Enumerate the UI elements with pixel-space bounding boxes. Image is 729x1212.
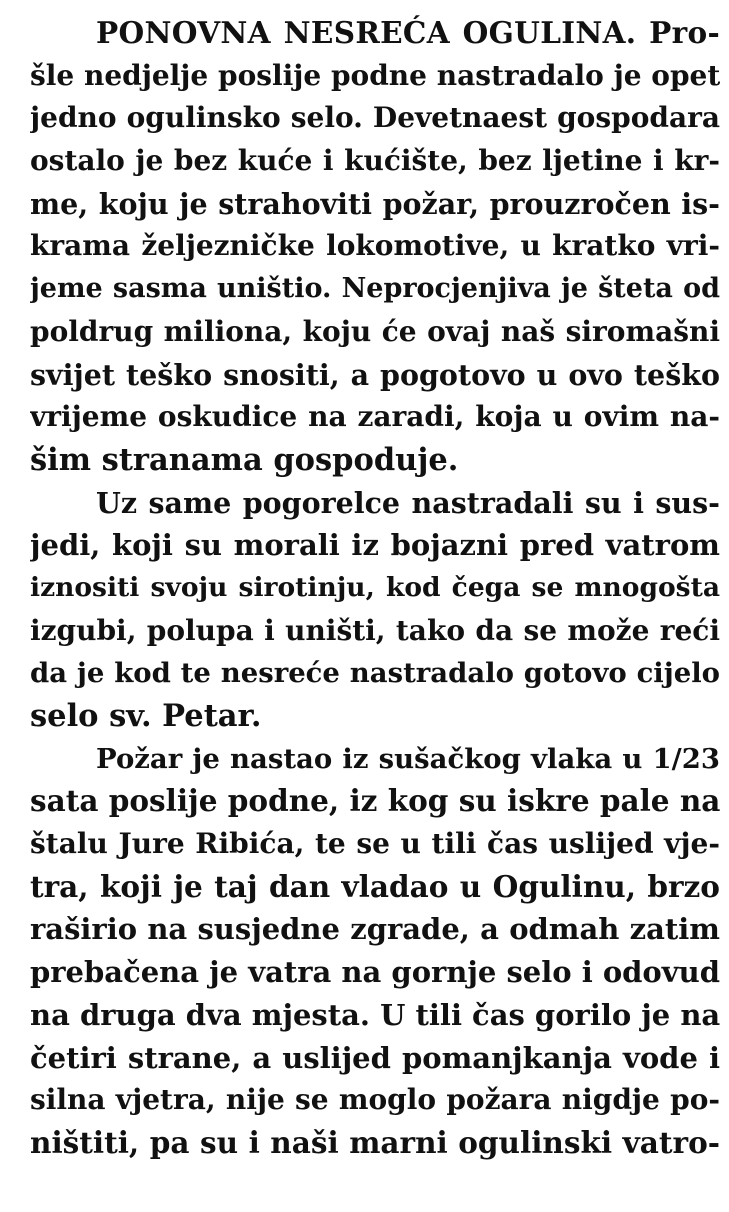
text-line: ostalo je bez kuće i kućište, bez ljetine i kr-: [30, 144, 720, 178]
text-line: četiri strane, a uslijed pomanjkanja vode i: [30, 1040, 720, 1075]
text-line: izgubi, polupa i uništi, tako da se može reći: [30, 613, 720, 647]
text-line: selo sv. Petar.: [30, 698, 262, 734]
paragraph-2: [30, 482, 720, 738]
text-line: poldrug miliona, koju će ovaj naš siromašni: [30, 314, 720, 348]
text-line: silna vjetra, nije se moglo požara nigdje po-: [30, 1083, 720, 1117]
text-line: vrijeme oskudice na zaradi, koja u ovim na-: [30, 400, 720, 434]
article-column: [30, 12, 720, 1165]
text-line: prebačena je vatra na gornje selo i odovud: [30, 955, 720, 990]
text-line: šle nedjelje poslije podne nastradalo je opet: [30, 58, 720, 92]
text-line: štalu Jure Ribića, te se u tili čas uslijed vje-: [30, 827, 720, 861]
text-line: svijet teško snositi, a pogotovo u ovo teško: [30, 357, 720, 392]
paragraph-3: [30, 738, 720, 1165]
text-line: krama željezničke lokomotive, u kratko vri-: [30, 229, 720, 263]
text-line: jedi, koji su morali iz bojazni pred vatrom: [30, 528, 720, 563]
text-line: ništiti, pa su i naši marni ogulinski vatro-: [30, 1124, 720, 1160]
text-line: Požar je nastao iz sušačkog vlaka u 1/23: [96, 742, 720, 775]
text-line: Uz same pogorelce nastradali su i sus-: [96, 485, 720, 520]
text-line: da je kod te nesreće nastradalo gotovo cijelo: [30, 657, 720, 690]
text-line: na druga dva mjesta. U tili čas gorilo je na: [30, 997, 720, 1032]
text-line: PONOVNA NESREĆA OGULINA. Pro-: [96, 15, 720, 50]
text-line: tra, koji je taj dan vladao u Ogulinu, brzo: [30, 868, 720, 904]
text-line: jeme sasma uništio. Neprocjenjiva je šteta od: [30, 273, 720, 305]
text-line: jedno ogulinsko selo. Devetnaest gospodara: [30, 101, 720, 135]
text-line: me, koju je strahoviti požar, prouzročen is-: [30, 186, 720, 221]
paragraph-1: [30, 12, 720, 482]
text-line: šim stranama gospoduje.: [30, 441, 459, 478]
text-line: iznositi svoju sirotinju, kod čega se mnogošta: [30, 571, 720, 603]
text-line: sata poslije podne, iz kog su iskre pale na: [30, 783, 720, 819]
text-line: raširio na susjedne zgrade, a odmah zatim: [30, 912, 720, 947]
